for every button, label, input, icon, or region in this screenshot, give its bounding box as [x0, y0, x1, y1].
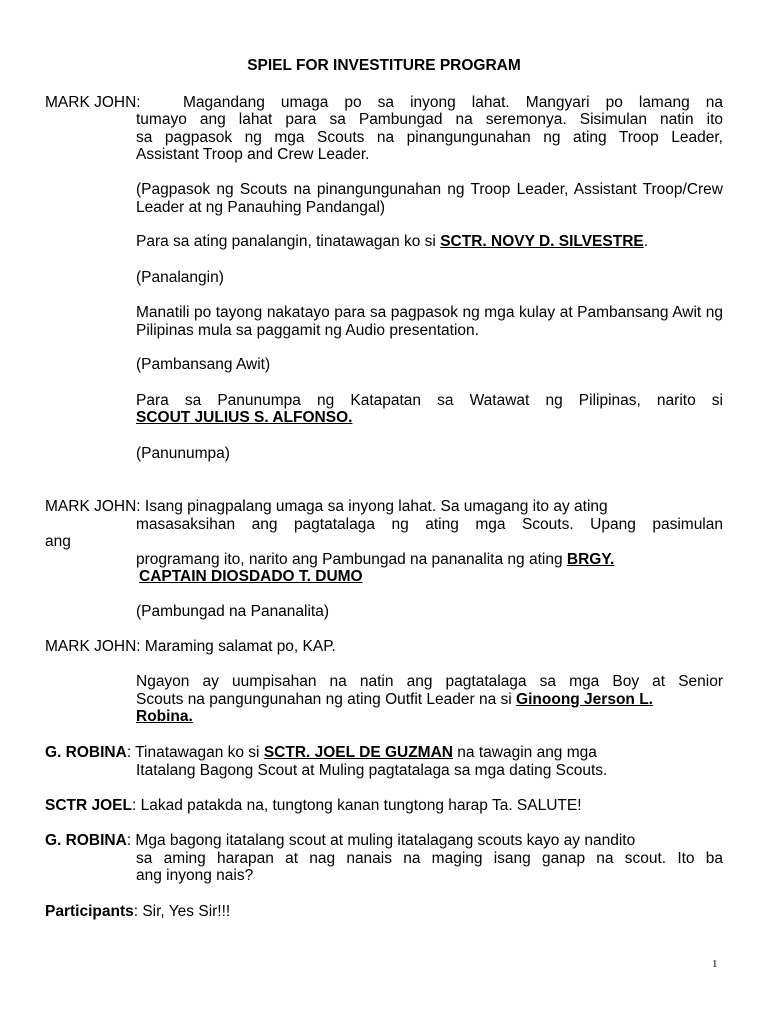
page-number: 1 [712, 958, 718, 970]
text-line: Assistant Troop and Crew Leader. [136, 146, 370, 163]
captain-name: CAPTAIN DIOSDADO T. DUMO [139, 568, 363, 585]
speaker-sctr-joel: SCTR JOEL [45, 797, 132, 814]
outfit-leader-line [136, 691, 653, 709]
text-line: ang inyong nais? [136, 867, 254, 884]
text-line: masasaksihan ang pagtatalaga ng ating mga Scouts. Upang pasimulan [136, 516, 723, 533]
speaker-g-robina: G. ROBINA [45, 744, 127, 761]
prayer-line [136, 233, 648, 251]
text-line: sa pagpasok ng mga Scouts na pinangungunahan ng ating Troop Leader, [136, 129, 723, 146]
stage-direction-anthem: (Pambansang Awit) [136, 356, 271, 373]
prayer-leader-name: SCTR. NOVY D. SILVESTRE [440, 233, 644, 250]
stage-direction-opening: (Pambungad na Pananalita) [136, 603, 330, 620]
pledge-line: Para sa Panunumpa ng Katapatan sa Watawat ng Pilipinas, narito si [136, 392, 723, 409]
outfit-leader-name: Robina. [136, 708, 193, 725]
text-fragment: Scouts na pangungunahan ng ating Outfit Leader na si [136, 691, 517, 708]
robina-call-line [45, 744, 597, 762]
text-fragment: : Lakad patakda na, tungtong kanan tungtong harap Ta. SALUTE! [131, 797, 582, 814]
text-line: Ngayon ay uumpisahan na natin ang pagtatalaga sa mga Boy at Senior [136, 673, 723, 690]
document-title: SPIEL FOR INVESTITURE PROGRAM [247, 57, 521, 74]
stage-direction-pledge: (Panunumpa) [136, 445, 230, 462]
speaker-g-robina: G. ROBINA [45, 832, 127, 849]
text-fragment: : Tinatawagan ko si [126, 744, 264, 761]
stage-direction-prayer: (Panalangin) [136, 269, 224, 286]
text-line: Magandang umaga po sa inyong lahat. Mangyari po lamang na [183, 94, 723, 111]
text-fragment: : Mga bagong itatalang scout at muling itatalagang scouts kayo ay nandito [126, 832, 636, 849]
mark-john-thanks-line: MARK JOHN: Maraming salamat po, KAP. [45, 638, 336, 655]
text-line: sa aming harapan at nag nanais na maging isang ganap na scout. Ito ba [136, 850, 723, 867]
captain-name: BRGY. [566, 551, 615, 568]
stage-direction-entrance: (Pagpasok ng Scouts na pinangungunahan ng Troop Leader, Assistant Troop/Crew Leader at ng Panauhing Pandangal) [136, 181, 723, 216]
sctr-joel-line [45, 797, 582, 815]
text-line: Itatalang Bagong Scout at Muling pagtatalaga sa mga dating Scouts. [136, 762, 608, 779]
text-fragment: : Sir, Yes Sir!!! [133, 903, 231, 920]
pledge-leader-name: SCOUT JULIUS S. ALFONSO. [136, 409, 353, 426]
speaker-mark-john: MARK JOHN: [45, 94, 141, 111]
text-line: tumayo ang lahat para sa Pambungad na seremonya. Sisimulan natin ito [136, 111, 723, 128]
text-line: ang [45, 533, 71, 550]
participants-line [45, 903, 230, 921]
robina-question-line [45, 832, 635, 850]
prayer-text: Para sa ating panalangin, tinatawagan ko si [136, 233, 441, 250]
prayer-period: . [643, 233, 649, 250]
scoutmaster-name: SCTR. JOEL DE GUZMAN [263, 744, 453, 761]
text-fragment: programang ito, narito ang Pambungad na pananalita ng ating [136, 551, 567, 568]
speaker-participants: Participants [45, 903, 134, 920]
colors-paragraph: Manatili po tayong nakatayo para sa pagpasok ng mga kulay at Pambansang Awit ng Pilipinas mula sa paggamit ng Audio presentation. [136, 304, 723, 339]
mark-john-greeting-line: MARK JOHN: Isang pinagpalang umaga sa inyong lahat. Sa umagang ito ay ating [45, 498, 608, 515]
outfit-leader-name: Ginoong Jerson L. [516, 691, 653, 708]
text-fragment: na tawagin ang mga [452, 744, 597, 761]
opening-remarks-line [136, 551, 614, 569]
